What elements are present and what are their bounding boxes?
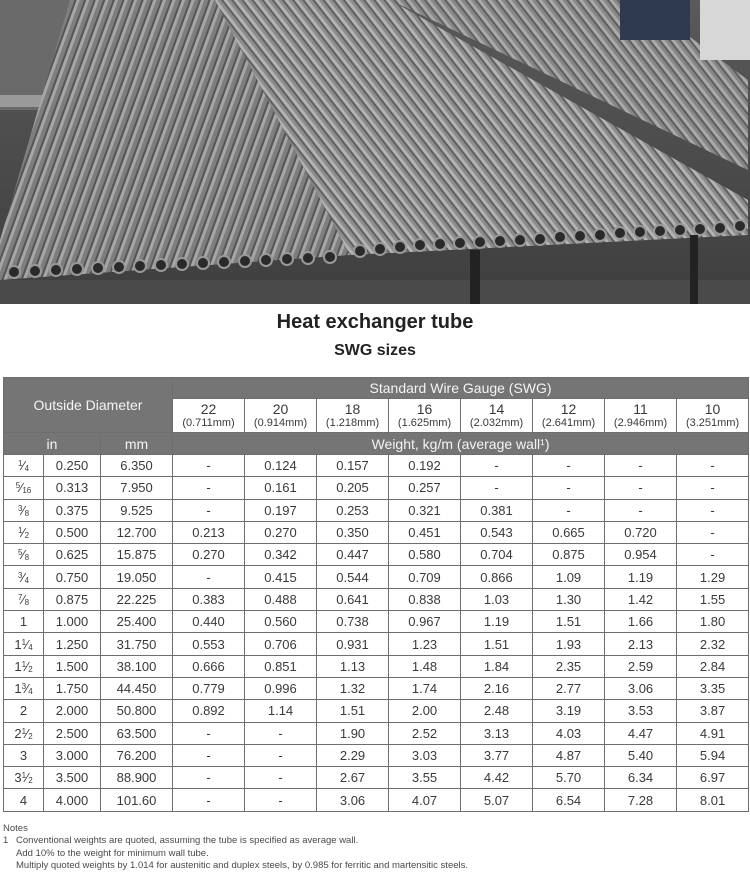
mm-cell: 63.500: [101, 722, 173, 744]
weight-cell: 2.84: [677, 655, 749, 677]
weight-cell: -: [173, 566, 245, 588]
weight-cell: 3.06: [317, 789, 389, 811]
weight-cell: 4.87: [533, 744, 605, 766]
fraction-slash: ⁄: [26, 770, 29, 786]
weight-cell: 1.66: [605, 611, 677, 633]
inch-cell: 0.875: [44, 588, 101, 610]
gauge-header-cell: [173, 399, 245, 433]
fraction-denominator: 16: [22, 486, 32, 496]
weight-cell: 5.70: [533, 767, 605, 789]
table-row: [4, 700, 749, 722]
fraction-slash: ⁄: [22, 591, 25, 607]
weight-cell: 2.48: [461, 700, 533, 722]
weight-cell: 0.381: [461, 499, 533, 521]
mm-cell: 25.400: [101, 611, 173, 633]
weight-cell: 0.213: [173, 521, 245, 543]
fraction-denominator: 2: [28, 776, 33, 786]
weight-cell: 0.553: [173, 633, 245, 655]
weight-cell: 1.90: [317, 722, 389, 744]
weight-cell: 0.451: [389, 521, 461, 543]
tubes-photo: [0, 0, 750, 304]
in-column-header: in: [4, 433, 101, 455]
gauge-wall-thickness: (2.641mm): [541, 416, 596, 429]
inch-cell: 3.500: [44, 767, 101, 789]
fraction-slash: ⁄: [22, 569, 25, 585]
table-row: [4, 544, 749, 566]
fraction-denominator: 8: [24, 553, 30, 563]
weight-cell: 1.51: [533, 611, 605, 633]
weight-cell: 4.07: [389, 789, 461, 811]
gauge-header-cell: [533, 399, 605, 433]
weight-cell: 0.931: [317, 633, 389, 655]
weight-cell: -: [677, 544, 749, 566]
weight-cell: 3.53: [605, 700, 677, 722]
weight-cell: 1.19: [605, 566, 677, 588]
weight-cell: 6.54: [533, 789, 605, 811]
fraction-slash: ⁄: [22, 458, 25, 474]
table-row: [4, 655, 749, 677]
inch-cell: 1.000: [44, 611, 101, 633]
fraction-slash: ⁄: [22, 547, 25, 563]
gauge-number: 18: [344, 400, 361, 417]
weight-cell: -: [677, 455, 749, 477]
weight-cell: 0.321: [389, 499, 461, 521]
gauge-header-cell: [461, 399, 533, 433]
weight-cell: 1.03: [461, 588, 533, 610]
table-row: [4, 611, 749, 633]
fraction-slash: ⁄: [26, 658, 29, 674]
mm-cell: 7.950: [101, 477, 173, 499]
weight-cell: 1.74: [389, 677, 461, 699]
fraction-denominator: 2: [28, 731, 33, 741]
weight-cell: 2.67: [317, 767, 389, 789]
weight-cell: 0.875: [533, 544, 605, 566]
weight-cell: 1.48: [389, 655, 461, 677]
mm-cell: 9.525: [101, 499, 173, 521]
fraction-numerator: 5: [15, 481, 21, 491]
weight-cell: 0.415: [245, 566, 317, 588]
weight-cell: 3.87: [677, 700, 749, 722]
weight-cell: 2.77: [533, 677, 605, 699]
weight-cell: -: [173, 499, 245, 521]
fraction-size-cell: [4, 566, 44, 588]
table-row: [4, 566, 749, 588]
table-row: [4, 499, 749, 521]
fraction-size-cell: [4, 544, 44, 566]
weight-cell: 5.40: [605, 744, 677, 766]
notes-title: Notes: [3, 823, 28, 834]
gauge-wall-thickness: (1.625mm): [397, 416, 452, 429]
inch-cell: 2.000: [44, 700, 101, 722]
weight-cell: 1.14: [245, 700, 317, 722]
fraction-slash: ⁄: [22, 502, 25, 518]
gauge-number: 22: [200, 400, 217, 417]
weight-cell: 0.270: [245, 521, 317, 543]
weight-cell: 0.851: [245, 655, 317, 677]
weight-cell: 1.80: [677, 611, 749, 633]
outside-diameter-header: Outside Diameter: [4, 378, 173, 433]
fraction-whole: 3: [14, 770, 22, 786]
weight-cell: 2.59: [605, 655, 677, 677]
mm-cell: 19.050: [101, 566, 173, 588]
weight-cell: 0.580: [389, 544, 461, 566]
weight-cell: 0.709: [389, 566, 461, 588]
weight-cell: 0.350: [317, 521, 389, 543]
weight-cell: 5.07: [461, 789, 533, 811]
weight-cell: 1.32: [317, 677, 389, 699]
weight-cell: -: [533, 499, 605, 521]
weight-cell: -: [173, 722, 245, 744]
weight-cell: -: [173, 744, 245, 766]
note-number: 1: [3, 835, 9, 847]
table-row: [4, 677, 749, 699]
fraction-size-cell: [4, 521, 44, 543]
weight-cell: 0.892: [173, 700, 245, 722]
table-row: [4, 521, 749, 543]
gauge-header-cell: [389, 399, 461, 433]
gauge-number: 12: [560, 400, 577, 417]
weight-cell: 0.440: [173, 611, 245, 633]
fraction-whole: 2: [14, 725, 22, 741]
weight-cell: 4.42: [461, 767, 533, 789]
weight-cell: 1.51: [317, 700, 389, 722]
weight-cell: 1.29: [677, 566, 749, 588]
fraction-numerator: 1: [17, 526, 23, 536]
table-body: [4, 455, 749, 812]
weight-cell: 0.560: [245, 611, 317, 633]
weight-cell: 3.13: [461, 722, 533, 744]
inch-cell: 0.625: [44, 544, 101, 566]
weight-header: Weight, kg/m (average wall¹): [173, 433, 749, 455]
fraction-denominator: 2: [24, 531, 30, 541]
swg-size-table: [3, 377, 749, 812]
note-line-1: Conventional weights are quoted, assuming the tube is specified as average wall.: [16, 835, 359, 847]
weight-cell: 6.97: [677, 767, 749, 789]
fraction-size-cell: [4, 477, 44, 499]
inch-cell: 0.750: [44, 566, 101, 588]
weight-cell: 0.488: [245, 588, 317, 610]
inch-cell: 0.375: [44, 499, 101, 521]
fraction-whole: 2: [19, 703, 28, 719]
weight-cell: -: [605, 477, 677, 499]
weight-cell: 1.51: [461, 633, 533, 655]
weight-cell: 1.13: [317, 655, 389, 677]
weight-cell: 3.03: [389, 744, 461, 766]
mm-cell: 101.60: [101, 789, 173, 811]
table-row: [4, 767, 749, 789]
fraction-denominator: 8: [24, 597, 30, 607]
fraction-denominator: 4: [28, 642, 33, 652]
weight-cell: 3.55: [389, 767, 461, 789]
fraction-slash: ⁄: [26, 725, 29, 741]
fraction-slash: ⁄: [22, 525, 25, 541]
gauge-header-cell: [317, 399, 389, 433]
inch-cell: 0.250: [44, 455, 101, 477]
table-row: [4, 455, 749, 477]
weight-cell: 3.35: [677, 677, 749, 699]
weight-cell: 0.866: [461, 566, 533, 588]
page-subtitle: SWG sizes: [334, 342, 416, 359]
weight-cell: 1.84: [461, 655, 533, 677]
weight-cell: -: [677, 477, 749, 499]
fraction-numerator: 1: [21, 659, 27, 669]
fraction-numerator: 5: [17, 548, 23, 558]
weight-cell: 1.42: [605, 588, 677, 610]
gauge-wall-thickness: (1.218mm): [325, 416, 380, 429]
table-row: [4, 789, 749, 811]
mm-cell: 31.750: [101, 633, 173, 655]
fraction-numerator: 1: [21, 771, 27, 781]
fraction-whole: 3: [19, 748, 28, 763]
fraction-numerator: 7: [17, 592, 23, 602]
weight-cell: 0.253: [317, 499, 389, 521]
weight-cell: -: [605, 455, 677, 477]
fraction-denominator: 2: [28, 664, 33, 674]
gauge-number: 20: [272, 400, 289, 417]
weight-cell: 0.779: [173, 677, 245, 699]
weight-cell: 0.665: [533, 521, 605, 543]
note-line-2: Add 10% to the weight for minimum wall tube.: [16, 847, 209, 859]
weight-cell: 2.35: [533, 655, 605, 677]
weight-cell: 0.192: [389, 455, 461, 477]
fraction-size-cell: [4, 455, 44, 477]
weight-cell: 8.01: [677, 789, 749, 811]
weight-cell: 3.19: [533, 700, 605, 722]
table-row: [4, 722, 749, 744]
weight-cell: 2.32: [677, 633, 749, 655]
fraction-size-cell: [4, 499, 44, 521]
weight-cell: 0.157: [317, 455, 389, 477]
weight-cell: 0.720: [605, 521, 677, 543]
weight-cell: 4.47: [605, 722, 677, 744]
inch-cell: 3.000: [44, 744, 101, 766]
gauge-number: 11: [633, 400, 648, 417]
gauge-wall-thickness: (0.914mm): [253, 416, 308, 429]
table-row: [4, 588, 749, 610]
weight-cell: 0.161: [245, 477, 317, 499]
fraction-size-cell: [4, 677, 44, 699]
inch-cell: 2.500: [44, 722, 101, 744]
fraction-size-cell: [4, 588, 44, 610]
weight-cell: -: [245, 789, 317, 811]
fraction-numerator: 3: [17, 503, 23, 513]
inch-cell: 1.500: [44, 655, 101, 677]
gauge-number: 10: [704, 400, 721, 417]
weight-cell: 3.77: [461, 744, 533, 766]
weight-cell: 2.29: [317, 744, 389, 766]
fraction-slash: ⁄: [26, 681, 29, 697]
weight-cell: 1.93: [533, 633, 605, 655]
fraction-whole: 1: [14, 658, 22, 674]
weight-cell: 2.52: [389, 722, 461, 744]
mm-cell: 50.800: [101, 700, 173, 722]
fraction-slash: ⁄: [26, 636, 29, 652]
fraction-numerator: 1: [17, 459, 23, 469]
fraction-whole: 1: [14, 681, 22, 697]
swg-header: Standard Wire Gauge (SWG): [173, 378, 749, 399]
weight-cell: 2.00: [389, 700, 461, 722]
weight-cell: -: [461, 455, 533, 477]
note-line-3: Multiply quoted weights by 1.014 for austenitic and duplex steels, by 0.985 for ferritic and martensitic steels.: [16, 860, 469, 872]
weight-cell: 0.270: [173, 544, 245, 566]
fraction-whole: 1: [14, 636, 22, 652]
fraction-denominator: 4: [24, 575, 30, 585]
fraction-numerator: 1: [21, 637, 27, 647]
mm-cell: 76.200: [101, 744, 173, 766]
weight-cell: 0.996: [245, 677, 317, 699]
gauge-wall-thickness: (3.251mm): [685, 416, 740, 429]
weight-cell: 0.342: [245, 544, 317, 566]
fraction-size-cell: [4, 633, 44, 655]
weight-cell: -: [245, 744, 317, 766]
weight-cell: 0.205: [317, 477, 389, 499]
weight-cell: 0.954: [605, 544, 677, 566]
fraction-size-cell: [4, 744, 44, 766]
weight-cell: 2.16: [461, 677, 533, 699]
weight-cell: 1.55: [677, 588, 749, 610]
fraction-size-cell: [4, 767, 44, 789]
mm-cell: 44.450: [101, 677, 173, 699]
weight-cell: 5.94: [677, 744, 749, 766]
weight-cell: 1.23: [389, 633, 461, 655]
weight-cell: -: [533, 455, 605, 477]
weight-cell: 1.19: [461, 611, 533, 633]
weight-cell: -: [605, 499, 677, 521]
weight-cell: 1.30: [533, 588, 605, 610]
fraction-slash: ⁄: [20, 480, 23, 496]
inch-cell: 1.250: [44, 633, 101, 655]
weight-cell: -: [533, 477, 605, 499]
weight-cell: 7.28: [605, 789, 677, 811]
gauge-wall-thickness: (0.711mm): [182, 416, 235, 429]
weight-cell: 0.706: [245, 633, 317, 655]
weight-cell: -: [245, 767, 317, 789]
weight-cell: 0.543: [461, 521, 533, 543]
weight-cell: 0.197: [245, 499, 317, 521]
table-row: [4, 633, 749, 655]
weight-cell: 3.06: [605, 677, 677, 699]
weight-cell: 0.666: [173, 655, 245, 677]
fraction-size-cell: [4, 700, 44, 722]
weight-cell: -: [461, 477, 533, 499]
weight-cell: 4.03: [533, 722, 605, 744]
weight-cell: 2.13: [605, 633, 677, 655]
tubes-illustration: [0, 0, 750, 304]
inch-cell: 0.500: [44, 521, 101, 543]
weight-cell: 0.544: [317, 566, 389, 588]
fraction-numerator: 3: [17, 570, 23, 580]
weight-cell: 0.447: [317, 544, 389, 566]
fraction-size-cell: [4, 611, 44, 633]
weight-cell: -: [173, 477, 245, 499]
mm-cell: 22.225: [101, 588, 173, 610]
weight-cell: -: [173, 789, 245, 811]
weight-cell: 0.124: [245, 455, 317, 477]
mm-cell: 88.900: [101, 767, 173, 789]
weight-cell: 0.257: [389, 477, 461, 499]
fraction-size-cell: [4, 722, 44, 744]
gauge-wall-thickness: (2.946mm): [613, 416, 668, 429]
weight-cell: 0.383: [173, 588, 245, 610]
gauge-header-cell: [245, 399, 317, 433]
weight-cell: 0.738: [317, 611, 389, 633]
weight-cell: -: [173, 455, 245, 477]
fraction-denominator: 4: [28, 687, 33, 697]
mm-cell: 38.100: [101, 655, 173, 677]
weight-cell: 0.641: [317, 588, 389, 610]
weight-cell: -: [173, 767, 245, 789]
table-row: [4, 744, 749, 766]
weight-cell: -: [677, 521, 749, 543]
weight-cell: 1.09: [533, 566, 605, 588]
inch-cell: 0.313: [44, 477, 101, 499]
inch-cell: 1.750: [44, 677, 101, 699]
inch-cell: 4.000: [44, 789, 101, 811]
weight-cell: 0.838: [389, 588, 461, 610]
fraction-size-cell: [4, 655, 44, 677]
gauge-number: 14: [488, 400, 505, 417]
weight-cell: 0.967: [389, 611, 461, 633]
table-row: [4, 477, 749, 499]
gauge-header-cell: [605, 399, 677, 433]
weight-cell: 4.91: [677, 722, 749, 744]
fraction-denominator: 8: [24, 508, 30, 518]
weight-cell: 0.704: [461, 544, 533, 566]
page-title: Heat exchanger tube: [276, 311, 474, 333]
weight-cell: -: [677, 499, 749, 521]
mm-column-header: mm: [101, 433, 173, 455]
fraction-denominator: 4: [24, 464, 30, 474]
mm-cell: 12.700: [101, 521, 173, 543]
fraction-whole: 1: [19, 614, 28, 630]
fraction-size-cell: [4, 789, 44, 811]
fraction-whole: 4: [19, 792, 28, 808]
fraction-numerator: 1: [21, 726, 27, 736]
mm-cell: 6.350: [101, 455, 173, 477]
gauge-number: 16: [416, 400, 433, 417]
notes: [3, 823, 468, 873]
mm-cell: 15.875: [101, 544, 173, 566]
weight-cell: 6.34: [605, 767, 677, 789]
gauge-wall-thickness: (2.032mm): [469, 416, 524, 429]
gauge-header-cell: [677, 399, 749, 433]
fraction-numerator: 3: [21, 682, 27, 692]
weight-cell: -: [245, 722, 317, 744]
